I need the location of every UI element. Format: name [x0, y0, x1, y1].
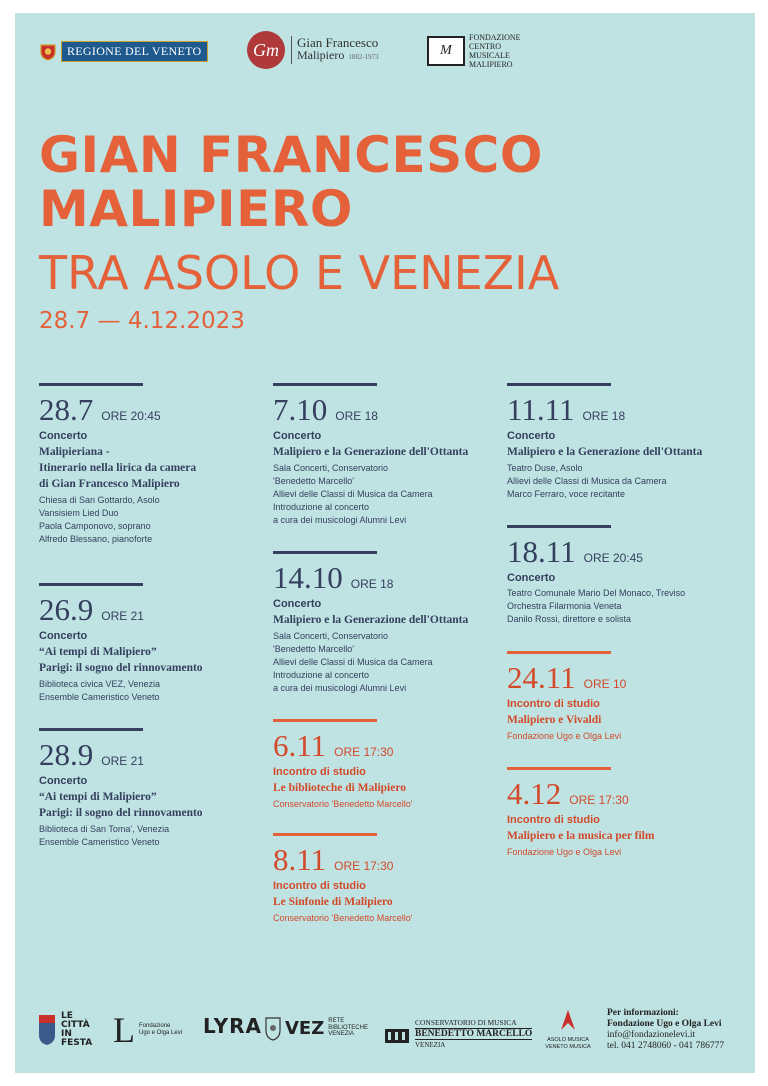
- event-title-line: Le biblioteche di Malipiero: [273, 782, 406, 794]
- regione-label: REGIONE DEL VENETO: [61, 41, 208, 62]
- event-detail-line: Chiesa di San Gottardo, Asolo: [39, 495, 160, 505]
- lion-shield-icon: [39, 43, 57, 61]
- event-details: [507, 462, 737, 501]
- event-details: [507, 587, 737, 626]
- event-11-11: [507, 383, 737, 501]
- event-title-line: “Ai tempi di Malipiero”: [39, 791, 157, 803]
- event-rule: [273, 833, 377, 836]
- event-date: 11.11: [507, 392, 575, 427]
- event-detail-line: a cura dei musicologi Alumni Levi: [273, 683, 407, 693]
- gfm-name-line1: Gian Francesco: [297, 35, 379, 50]
- event-title: [273, 612, 503, 628]
- event-kind: Concerto: [507, 572, 556, 584]
- fcm-line: MALIPIERO: [469, 60, 513, 69]
- event-kind: Concerto: [507, 430, 556, 442]
- event-kind: Concerto: [273, 430, 322, 442]
- title-line-2: MALIPIERO: [39, 180, 353, 238]
- event-14-10: [273, 551, 503, 695]
- gfm-years: 1882-1973: [348, 53, 379, 61]
- venezia-crest-icon: [37, 1013, 57, 1047]
- event-title: [39, 644, 269, 676]
- event-details: [507, 846, 737, 859]
- vez-line: BIBLIOTECHE: [328, 1024, 368, 1031]
- event-time: ORE 18: [350, 577, 394, 591]
- event-detail-line: 'Benedetto Marcello': [273, 644, 354, 654]
- fcm-line: MUSICALE: [469, 51, 510, 60]
- conservatorio-line: VENEZIA: [415, 1041, 446, 1049]
- asolo-line: ASOLO MUSICA: [547, 1037, 589, 1043]
- event-title-line: Malipiero e la Generazione dell'Ottanta: [273, 446, 469, 458]
- vez-line: RETE: [328, 1018, 345, 1025]
- event-detail-line: Danilo Rossi, direttore e solista: [507, 614, 632, 624]
- event-details: [273, 912, 503, 925]
- event-rule: [39, 583, 143, 586]
- fondazione-centro-musicale-logo: [427, 33, 521, 69]
- event-rule: [39, 383, 143, 386]
- event-detail-line: Fondazione Ugo e Olga Levi: [507, 847, 622, 857]
- event-kind: Concerto: [39, 630, 88, 642]
- citta-line: LE: [61, 1011, 73, 1021]
- event-detail-line: Conservatorio 'Benedetto Marcello': [273, 913, 413, 923]
- event-kind: Incontro di studio: [273, 766, 366, 778]
- event-28-9: [39, 728, 269, 849]
- event-details: [273, 630, 503, 695]
- event-title-line: Le Sinfonie di Malipiero: [273, 896, 393, 908]
- citta-line: IN: [61, 1029, 72, 1039]
- levi-l-icon: L: [113, 1010, 135, 1050]
- event-rule: [39, 728, 143, 731]
- gfm-name-line2: Malipiero: [297, 48, 345, 62]
- event-detail-line: Teatro Comunale Mario Del Monaco, Treviso: [507, 588, 686, 598]
- event-detail-line: Orchestra Filarmonia Veneta: [507, 601, 622, 611]
- event-detail-line: Biblioteca di San Toma', Venezia: [39, 824, 170, 834]
- event-date: 26.9: [39, 592, 94, 627]
- event-title: [273, 894, 503, 910]
- event-details: [39, 678, 269, 704]
- vez-logo: [265, 1014, 368, 1042]
- event-24-11: [507, 651, 737, 743]
- event-detail-line: Allievi delle Classi di Musica da Camera: [273, 489, 433, 499]
- levi-line: Fondazione: [139, 1023, 171, 1029]
- event-title-line: Itinerario nella lirica da camera: [39, 462, 197, 474]
- event-kind: Concerto: [39, 430, 88, 442]
- event-kind: Incontro di studio: [507, 698, 600, 710]
- citta-line: FESTA: [61, 1038, 93, 1048]
- event-rule: [507, 767, 611, 770]
- event-26-9: [39, 583, 269, 704]
- poster-title: [39, 128, 543, 236]
- event-time: ORE 17:30: [334, 745, 394, 759]
- event-date: 24.11: [507, 660, 576, 695]
- asolo-musica-logo: [540, 1008, 596, 1050]
- fcm-monogram: M: [427, 36, 465, 66]
- building-icon: [383, 1023, 411, 1045]
- gfm-logo: [247, 31, 379, 69]
- event-details: [507, 730, 737, 743]
- conservatorio-line: CONSERVATORIO DI MUSICA: [415, 1018, 517, 1027]
- event-date: 14.10: [273, 560, 343, 595]
- event-title-line: Parigi: il sogno del rinnovamento: [39, 807, 203, 819]
- event-date: 8.11: [273, 842, 327, 877]
- event-detail-line: Sala Concerti, Conservatorio: [273, 631, 389, 641]
- fcm-line: CENTRO: [469, 42, 501, 51]
- event-time: ORE 20:45: [583, 551, 643, 565]
- conservatorio-logo: [383, 1018, 532, 1050]
- treble-clef-icon: [557, 1008, 579, 1032]
- venezia-crest-icon: [265, 1014, 281, 1042]
- asolo-line: VENETO MUSICA: [545, 1043, 591, 1050]
- event-detail-line: Allievi delle Classi di Musica da Camera: [273, 657, 433, 667]
- event-detail-line: Allievi delle Classi di Musica da Camera: [507, 476, 667, 486]
- title-line-1: GIAN FRANCESCO: [39, 126, 543, 184]
- event-rule: [507, 383, 611, 386]
- event-title-line: Malipiero e Vivaldi: [507, 714, 602, 726]
- event-4-12: [507, 767, 737, 859]
- event-time: ORE 10: [583, 677, 627, 691]
- event-rule: [273, 719, 377, 722]
- event-title-line: Parigi: il sogno del rinnovamento: [39, 662, 203, 674]
- event-title: [507, 444, 737, 460]
- vez-label: VEZ: [285, 1017, 325, 1039]
- event-detail-line: Introduzione al concerto: [273, 670, 370, 680]
- event-detail-line: Teatro Duse, Asolo: [507, 463, 583, 473]
- event-time: ORE 18: [335, 409, 378, 423]
- event-detail-line: Ensemble Cameristico Veneto: [39, 692, 160, 702]
- event-title-line: di Gian Francesco Malipiero: [39, 478, 180, 490]
- event-rule: [507, 651, 611, 654]
- event-title-line: Malipiero e la Generazione dell'Ottanta: [273, 614, 469, 626]
- citta-line: CITTÀ: [61, 1020, 90, 1030]
- citta-in-festa-logo: [37, 1012, 92, 1048]
- poster: [15, 13, 755, 1073]
- gfm-monogram: Gm: [247, 31, 285, 69]
- event-date: 18.11: [507, 534, 576, 569]
- event-date: 6.11: [273, 728, 327, 763]
- event-detail-line: Sala Concerti, Conservatorio: [273, 463, 389, 473]
- event-detail-line: Introduzione al concerto: [273, 502, 370, 512]
- contact-info: [607, 1008, 724, 1052]
- info-email[interactable]: info@fondazionelevi.it: [607, 1030, 696, 1040]
- event-detail-line: Paola Camponovo, soprano: [39, 521, 151, 531]
- event-details: [273, 462, 503, 527]
- info-phone: tel. 041 2748060 - 041 786777: [607, 1041, 725, 1051]
- event-kind: Concerto: [39, 775, 88, 787]
- event-rule: [273, 551, 377, 554]
- event-time: ORE 20:45: [101, 409, 161, 423]
- event-date: 28.9: [39, 737, 94, 772]
- event-time: ORE 21: [101, 609, 144, 623]
- event-detail-line: Biblioteca civica VEZ, Venezia: [39, 679, 161, 689]
- event-time: ORE 18: [582, 409, 626, 423]
- sponsor-footer: [15, 1008, 755, 1068]
- info-label: Per informazioni:: [607, 1008, 679, 1018]
- lyra-logo: LYRA: [203, 1014, 262, 1038]
- fondazione-levi-logo: [113, 1012, 182, 1048]
- event-kind: Incontro di studio: [507, 814, 600, 826]
- event-time: ORE 17:30: [334, 859, 394, 873]
- event-title: [507, 712, 737, 728]
- event-detail-line: Ensemble Cameristico Veneto: [39, 837, 160, 847]
- event-title: [39, 444, 269, 492]
- event-detail-line: Vansisiem Lied Duo: [39, 508, 119, 518]
- info-org: Fondazione Ugo e Olga Levi: [607, 1019, 722, 1029]
- event-title-line: Malipiero e la musica per film: [507, 830, 655, 842]
- event-28-7: [39, 383, 269, 546]
- event-title-line: Malipiero e la Generazione dell'Ottanta: [507, 446, 703, 458]
- event-date: 7.10: [273, 392, 328, 427]
- vez-line: VENEZIA: [328, 1031, 354, 1038]
- event-time: ORE 17:30: [569, 793, 629, 807]
- event-details: [39, 494, 269, 546]
- event-title: [273, 444, 503, 460]
- event-detail-line: Alfredo Blessano, pianoforte: [39, 534, 153, 544]
- event-6-11: [273, 719, 503, 811]
- event-rule: [507, 525, 611, 528]
- regione-veneto-logo: [39, 41, 208, 62]
- event-title: [39, 789, 269, 821]
- conservatorio-line: BENEDETTO MARCELLO: [415, 1029, 533, 1039]
- event-kind: Concerto: [273, 598, 322, 610]
- event-date: 4.12: [507, 776, 562, 811]
- event-title: [507, 828, 737, 844]
- levi-line: Ugo e Olga Levi: [139, 1030, 183, 1036]
- event-title-line: Malipieriana -: [39, 446, 110, 458]
- event-details: [273, 798, 503, 811]
- event-detail-line: a cura dei musicologi Alumni Levi: [273, 515, 407, 525]
- event-rule: [273, 383, 377, 386]
- event-title: [273, 780, 503, 796]
- event-7-10: [273, 383, 503, 527]
- event-18-11: [507, 525, 737, 626]
- event-time: ORE 21: [101, 754, 144, 768]
- fcm-line: FONDAZIONE: [469, 33, 521, 42]
- event-kind: Incontro di studio: [273, 880, 366, 892]
- event-detail-line: Conservatorio 'Benedetto Marcello': [273, 799, 413, 809]
- event-detail-line: Fondazione Ugo e Olga Levi: [507, 731, 622, 741]
- event-details: [39, 823, 269, 849]
- event-8-11: [273, 833, 503, 925]
- event-detail-line: 'Benedetto Marcello': [273, 476, 354, 486]
- poster-subtitle: TRA ASOLO E VENEZIA: [39, 246, 560, 300]
- event-title-line: “Ai tempi di Malipiero”: [39, 646, 157, 658]
- festival-dates: 28.7 — 4.12.2023: [39, 308, 245, 334]
- event-detail-line: Marco Ferraro, voce recitante: [507, 489, 626, 499]
- event-date: 28.7: [39, 392, 94, 427]
